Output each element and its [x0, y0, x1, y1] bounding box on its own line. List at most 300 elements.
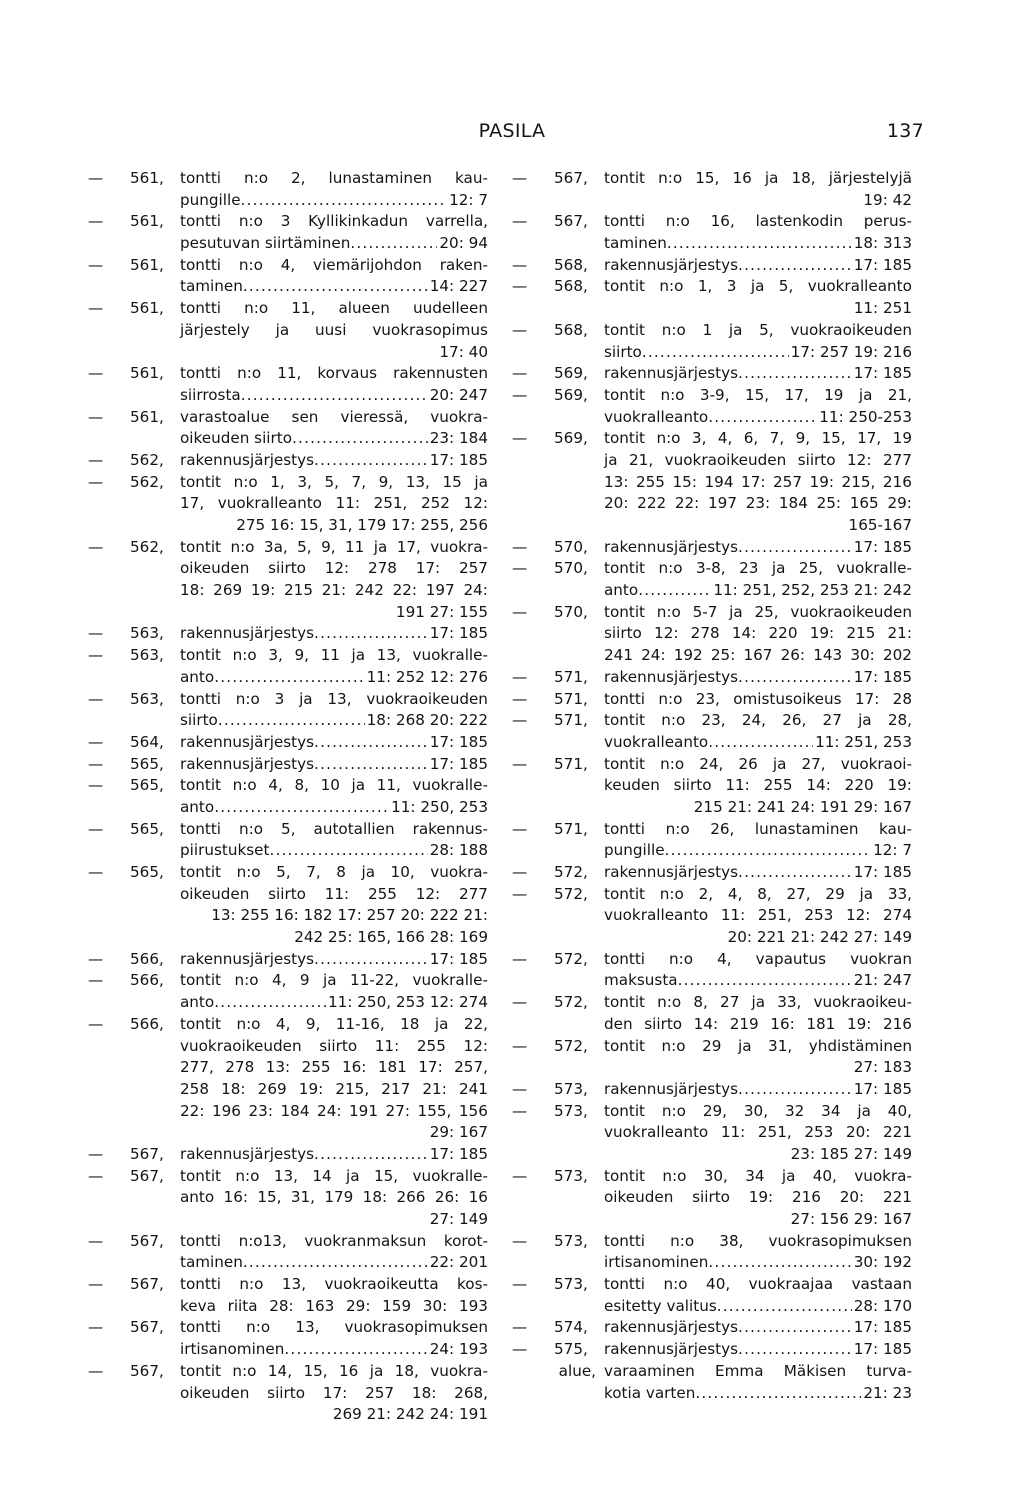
entry-text [604, 1339, 912, 1361]
index-entry [512, 537, 912, 559]
word: 9, [294, 646, 309, 665]
word: 255 [367, 884, 397, 903]
entry-reference: 11: 251, 253 [815, 732, 912, 751]
word: 20: [604, 494, 629, 513]
word: n:o [657, 993, 682, 1012]
word: sen [291, 407, 319, 426]
index-entry [512, 211, 912, 254]
word: tontti [604, 949, 646, 968]
dash-mark: — [512, 559, 528, 578]
entry-first-line [512, 689, 912, 711]
word: 25, [798, 559, 823, 578]
word: siirto [692, 1188, 730, 1207]
word: 220 [768, 624, 798, 643]
entry-reference: 12: 7 [449, 190, 488, 209]
word: 40, [812, 1166, 837, 1185]
word: n:o [239, 1275, 264, 1294]
word: 4, [727, 884, 743, 903]
entry-reference: 14: 227 [429, 277, 488, 296]
dash-mark: — [88, 1166, 104, 1185]
word: n:o [659, 277, 684, 296]
entry-text: rakennusjärjestys [604, 863, 739, 881]
word: 7, [306, 863, 321, 881]
entry-text [604, 1317, 912, 1339]
entry-prefix [512, 819, 604, 841]
entry-continuation: 23: 185 27: 149 [790, 1144, 912, 1163]
word: 24: [463, 581, 488, 600]
word: 19: [250, 581, 276, 600]
entry-text [180, 255, 488, 277]
word: n:o [235, 689, 260, 708]
word: 167 [743, 646, 773, 665]
entry-text [604, 992, 912, 1014]
entry-first-line [512, 168, 912, 190]
word: 21, [887, 385, 912, 404]
word: n:o [658, 689, 683, 708]
word: n:o [661, 320, 686, 339]
entry-continuation: 27: 156 29: 167 [790, 1210, 912, 1228]
word: alueen [338, 299, 390, 318]
entry-text [604, 1101, 912, 1123]
block-number: 572, [554, 863, 588, 881]
word: 1 [702, 320, 713, 339]
block-number: 567, [130, 1361, 164, 1380]
entry-text [604, 211, 912, 233]
word: 216 [882, 472, 912, 491]
word: 13, [327, 689, 352, 708]
dash-mark: — [88, 689, 104, 708]
word: n:o [665, 212, 690, 231]
dash-mark: — [512, 1318, 528, 1337]
word: siirto [267, 1383, 306, 1402]
dot-leader [738, 1079, 852, 1101]
word: vuokranmaksun [304, 1231, 427, 1250]
entry-text [604, 1079, 912, 1101]
word: 17, [396, 537, 421, 556]
word: yhdistäminen [808, 1036, 912, 1055]
word: 13, [273, 1166, 298, 1185]
word: 14 [312, 1166, 332, 1185]
dash-mark: — [88, 971, 104, 990]
word: tontti [604, 1231, 646, 1250]
word: tontti [604, 689, 646, 708]
dash-mark: — [88, 472, 104, 491]
word: 278 [690, 624, 720, 643]
block-number: 569, [554, 385, 588, 404]
word: 8 [336, 863, 346, 881]
word: 14: [806, 776, 831, 795]
word: tontti [180, 212, 222, 231]
word: vuokralle- [412, 646, 488, 665]
word: 27, [786, 884, 811, 903]
word: kos- [457, 1275, 488, 1294]
word: varrella, [425, 212, 488, 231]
entry-reference: 11: 252 12: 276 [366, 667, 488, 686]
entry-first-line [512, 320, 912, 342]
word: 241 [458, 1079, 488, 1098]
entry-continuation: 165-167 [848, 516, 912, 534]
dot-leader [314, 450, 428, 472]
word: 257 [365, 1383, 395, 1402]
word: 4, [280, 255, 296, 274]
entry-continuation: 13: 255 16: 182 17: 257 20: 222 21: [211, 906, 488, 925]
word: keuden [604, 776, 660, 795]
word: tontit [180, 472, 222, 491]
entry-prefix [512, 1101, 604, 1123]
entry-first-line [512, 1101, 912, 1123]
index-entry [88, 407, 488, 450]
entry-first-line [512, 884, 912, 906]
word: 251, [373, 494, 408, 513]
block-number: 562, [130, 537, 164, 556]
word: 1, [270, 472, 285, 491]
entry-first-line [512, 1166, 912, 1188]
word: korot- [443, 1231, 488, 1250]
entry-prefix [512, 1339, 604, 1361]
dash-mark: — [88, 732, 104, 751]
word: 14: [731, 624, 757, 643]
word: 266 [396, 1188, 426, 1207]
word: 4, [268, 776, 283, 795]
word: ja [275, 320, 290, 339]
index-entry [88, 623, 488, 645]
entry-continuation [512, 450, 912, 472]
entry-continuation [512, 775, 912, 797]
word: 22: [392, 581, 418, 600]
index-entry [512, 1079, 912, 1101]
word: 29 [825, 884, 845, 903]
word: n:o [656, 602, 681, 621]
word: n:o [233, 472, 258, 491]
dash-mark: — [512, 754, 528, 773]
dot-leader [738, 1317, 852, 1339]
entry-continuation [512, 580, 912, 602]
dot-leader [314, 732, 428, 754]
word: tontti [604, 819, 646, 838]
entry-first-line [88, 537, 488, 559]
index-entry [512, 754, 912, 819]
dot-leader [292, 428, 428, 450]
entry-text [604, 1361, 912, 1383]
word: raken- [439, 255, 488, 274]
dash-mark: — [88, 407, 104, 426]
entry-text [180, 819, 488, 841]
block-number: 563, [130, 624, 164, 643]
entry-prefix [512, 602, 604, 624]
dot-leader [243, 1252, 428, 1274]
index-entry [512, 1101, 912, 1166]
page-title: PASILA [478, 120, 546, 142]
word: ja [351, 776, 366, 795]
entry-prefix [512, 1274, 604, 1296]
word: 155, [417, 1101, 452, 1120]
entry-text: anto [180, 993, 215, 1012]
word: riita [227, 1296, 258, 1315]
word: siirto [673, 776, 712, 795]
word: ja [361, 863, 375, 881]
entry-continuation [88, 1339, 488, 1361]
word: ja [858, 711, 872, 730]
dot-leader [284, 1339, 427, 1361]
entry-continuation [512, 233, 912, 255]
word: 17: [854, 689, 880, 708]
entry-text: rakennusjärjestys [180, 949, 315, 968]
word: 16: [223, 1188, 248, 1207]
dash-mark: — [512, 169, 528, 187]
dash-mark: — [88, 450, 104, 469]
entry-continuation [88, 992, 488, 1014]
entry-first-line [88, 732, 488, 754]
entry-reference: 21: 247 [853, 971, 912, 990]
entry-reference: 20: 94 [439, 234, 488, 253]
block-number: 561, [130, 212, 164, 231]
index-entry [88, 1361, 488, 1426]
word: 19: [809, 472, 834, 491]
entry-first-line [88, 775, 488, 797]
word: 17: [741, 472, 766, 491]
index-entry [512, 819, 912, 862]
entry-text: rakennusjärjestys [604, 255, 739, 274]
word: varastoalue [180, 407, 270, 426]
block-number: 565, [130, 819, 164, 838]
entry-first-line [512, 276, 912, 298]
entry-text: rakennusjärjestys [604, 1079, 739, 1098]
word: 19: [298, 1079, 324, 1098]
entry-continuation: 27: 149 [429, 1210, 488, 1228]
word: 11: [374, 1036, 400, 1055]
entry-first-line [512, 862, 912, 884]
dash-mark: — [512, 1275, 528, 1294]
word: 18: [221, 1079, 246, 1098]
word: ja [729, 602, 743, 621]
word: vuokraoikeu- [813, 993, 912, 1012]
block-number: 575, [554, 1340, 588, 1359]
word: 192 [673, 646, 703, 665]
index-entry [512, 710, 912, 753]
word: tontti [180, 299, 222, 318]
word: 221 [883, 1123, 912, 1142]
dash-mark: — [512, 429, 528, 448]
dash-mark: — [512, 277, 528, 296]
entry-continuation [512, 1252, 912, 1274]
entry-text [180, 363, 488, 385]
word: 18, [791, 169, 816, 187]
word: 194 [704, 472, 734, 491]
entry-text: rakennusjärjestys [180, 450, 315, 469]
entry-continuation [88, 1383, 488, 1405]
word: 13: [604, 472, 629, 491]
word: järjestely [180, 320, 250, 339]
word: n:o [662, 1166, 687, 1185]
word: 16 [339, 1361, 359, 1380]
word: 16: [341, 1058, 367, 1077]
entry-text [180, 949, 488, 971]
word: 2, [698, 884, 714, 903]
index-entry [88, 1274, 488, 1317]
entry-text [604, 884, 912, 906]
word: 23, [701, 711, 726, 730]
word: 257 [773, 472, 803, 491]
block-number: 562, [130, 472, 164, 491]
entry-first-line [88, 970, 488, 992]
index-entry [88, 862, 488, 949]
word: 19 [892, 429, 912, 448]
entry-text [604, 689, 912, 711]
word: siirto [268, 559, 306, 578]
word: 3-8, [695, 559, 726, 578]
index-entry [512, 667, 912, 689]
dash-mark: — [512, 667, 528, 686]
word: 12: [463, 494, 488, 513]
index-entry [88, 255, 488, 298]
entry-continuation [88, 1252, 488, 1274]
word: 3, [268, 646, 283, 665]
dot-leader [678, 970, 852, 992]
word: 30, [743, 1101, 769, 1120]
word: keva [180, 1296, 216, 1315]
word: tontti [180, 1275, 222, 1294]
entry-text [604, 537, 912, 559]
entry-prefix [88, 623, 180, 645]
entry-text [604, 819, 912, 841]
index-entry [88, 298, 488, 363]
index-entry [512, 1036, 912, 1079]
entry-continuation [512, 623, 912, 645]
word: n:o [660, 754, 685, 773]
dash-mark: — [88, 299, 104, 318]
entry-reference: 28: 170 [853, 1296, 912, 1315]
entry-continuation [512, 493, 912, 515]
block-number: 571, [554, 667, 588, 686]
word: 24, [741, 711, 766, 730]
dot-leader [314, 1144, 428, 1166]
word: 21: [887, 624, 912, 643]
word: 4, [717, 949, 732, 968]
word: tontit [180, 863, 222, 881]
entry-reference: 11: 250, 253 [391, 797, 488, 816]
dash-mark: — [512, 1166, 528, 1185]
word: ja [299, 689, 313, 708]
word: 18: [362, 1188, 388, 1207]
entry-prefix [512, 754, 604, 776]
word: 255 [416, 1036, 446, 1055]
index-entry [512, 992, 912, 1035]
index-entry [512, 255, 912, 277]
word: ja [373, 537, 388, 556]
word: 252 [420, 494, 450, 513]
word: 11, [291, 299, 316, 318]
entry-text: rakennusjärjestys [604, 1340, 739, 1359]
word: 278 [367, 559, 397, 578]
word: oikeuden [180, 559, 250, 578]
entry-continuation [512, 840, 912, 862]
word: 17, [180, 494, 205, 513]
word: rakennusten [393, 364, 488, 383]
entry-continuation [88, 233, 488, 255]
word: 17: [322, 1383, 348, 1402]
word: 26, [710, 819, 735, 838]
block-number: 565, [130, 776, 164, 795]
word: perus- [863, 212, 912, 231]
dot-leader [708, 1252, 851, 1274]
entry-continuation: 269 21: 242 24: 191 [332, 1405, 488, 1424]
word: 33, [887, 884, 912, 903]
block-number: 567, [130, 1231, 164, 1250]
word: ja [859, 884, 874, 903]
block-number: 561, [130, 169, 164, 187]
entry-text: taminen [180, 1253, 243, 1272]
word: 196 [211, 1101, 241, 1120]
entry-text: irtisanominen [180, 1340, 285, 1359]
word: 257, [454, 1058, 488, 1077]
index-entry [88, 949, 488, 971]
entry-prefix [88, 1317, 180, 1339]
word: tontit [604, 1166, 646, 1185]
entry-prefix [512, 1231, 604, 1253]
word: tontit [604, 602, 646, 621]
entry-prefix [512, 1079, 604, 1101]
entry-continuation [512, 645, 912, 667]
index-entry [88, 1014, 488, 1144]
entry-text: pungille [180, 190, 241, 209]
word: kau- [879, 819, 912, 838]
word: tontti [180, 364, 222, 383]
word: n:o [656, 429, 681, 448]
word: 30, [703, 1166, 728, 1185]
dash-mark: — [512, 602, 528, 621]
index-entry [512, 168, 912, 211]
entry-first-line [512, 558, 912, 580]
block-number: 572, [554, 1036, 588, 1055]
word: 251, [757, 906, 792, 925]
block-number: 573, [554, 1166, 588, 1185]
word: 7, [351, 472, 367, 491]
entry-prefix [512, 1036, 604, 1058]
entry-first-line [512, 602, 912, 624]
entry-reference: 11: 251, 252, 253 21: 242 [713, 581, 912, 600]
entry-reference: 17: 185 [429, 450, 488, 469]
word: vuokralle- [412, 776, 488, 795]
word: 31, [768, 1036, 793, 1055]
word: siirto [319, 1036, 358, 1055]
word: ja [737, 1036, 752, 1055]
entry-continuation [88, 190, 488, 212]
dot-leader [738, 255, 852, 277]
entry-text [180, 689, 488, 711]
word: vuokraoikeuden [366, 689, 488, 708]
entry-text [180, 732, 488, 754]
entry-prefix [512, 537, 604, 559]
dot-leader [738, 537, 852, 559]
block-number: 571, [554, 689, 588, 708]
word: 5, [276, 863, 291, 881]
word: korvaus [317, 364, 378, 383]
word: 179 [324, 1188, 354, 1207]
word: 17, [784, 385, 809, 404]
word: ja [781, 1166, 796, 1185]
word: 21: [321, 581, 347, 600]
entry-text [180, 472, 488, 494]
word: n:o [232, 1361, 257, 1380]
word: 11: [335, 494, 360, 513]
entry-continuation [88, 1101, 488, 1123]
word: oikeuden [180, 1383, 250, 1402]
entry-text: siirrosta [180, 385, 241, 404]
word: n:o [232, 646, 257, 665]
block-number: 570, [554, 602, 588, 621]
dot-leader [241, 385, 428, 407]
word: 11, [376, 776, 401, 795]
